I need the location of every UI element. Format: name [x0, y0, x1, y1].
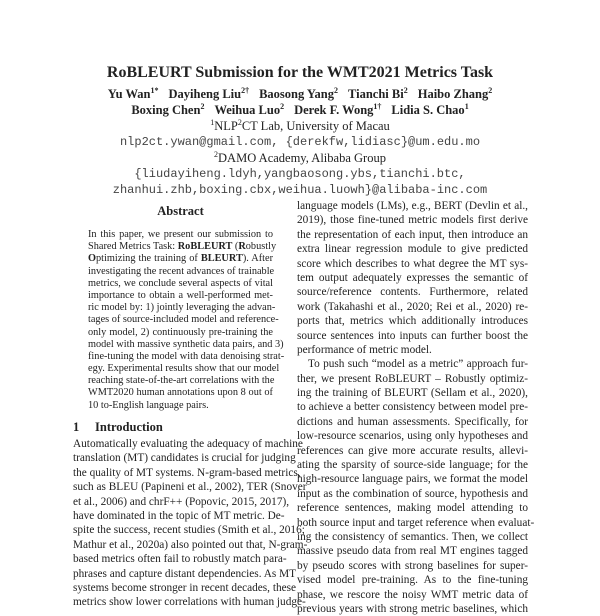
text-line: references can give more accurate results, allevi- [297, 444, 528, 457]
text-line: ating the sparsity of source-side language; for the [297, 459, 528, 472]
author-affiliation-marker: 2 [488, 86, 493, 95]
text-line: systems become stronger in recent decades, these [73, 581, 297, 594]
abstract-heading: Abstract [157, 204, 204, 218]
text-line: the representation of each input, then introduce an [297, 228, 528, 241]
text-line: have dominated in the topic of MT metric. De- [73, 509, 285, 522]
text-line [88, 375, 273, 387]
text-line: source/reference contents. Furthermore, related [297, 286, 528, 299]
affil-sup: 2 [237, 118, 242, 127]
affil-marker: 1 [210, 118, 215, 127]
text-line: vised model pre-training. As to the fine-tuning [297, 574, 528, 587]
text-line: by pseudo scores with strong baselines for super- [297, 559, 528, 572]
text-line: spite the success, recent studies (Smith et al., 2016; [73, 524, 305, 537]
text-line: ports that, metrics which additionally introduces [297, 315, 528, 328]
authors-line-1 [0, 86, 600, 102]
text-line [88, 400, 273, 412]
text-line: ing the consistency of semantics. Then, we collect [297, 530, 528, 543]
author-name: Tianchi Bi [348, 87, 404, 101]
text-segment: fine-tuning the model with data denoising strat- [88, 350, 285, 362]
introduction-body [73, 437, 308, 610]
text-line: dictions and human assessments. Specifically, for [297, 415, 528, 428]
text-line [88, 266, 273, 278]
author [418, 87, 493, 101]
text-line [88, 229, 273, 241]
text-line: 2019), those fine-tuned metric models first derive [297, 214, 528, 227]
author [391, 103, 468, 117]
text-segment: metrics, we conclude several aspects of vital [88, 277, 273, 289]
text-segment: WMT2020 human annotations upon 8 out of [88, 387, 273, 399]
section-title: Introduction [95, 420, 163, 434]
text-line: extra linear regression module to give predicted [297, 243, 528, 256]
text-line: score which describes to what degree the MT sys- [297, 257, 528, 270]
text-line [88, 278, 273, 290]
author [169, 87, 250, 101]
text-line [88, 241, 277, 253]
text-line [88, 314, 279, 326]
affil-name: NLP [214, 119, 238, 133]
bold-text: R [238, 241, 246, 253]
text-line: the quality of MT systems. N-gram-based metrics, [73, 466, 301, 479]
affil-marker: 2 [214, 150, 219, 159]
text-line [88, 302, 276, 314]
paper-title: RoBLEURT Submission for the WMT2021 Metrics Task [106, 64, 494, 81]
text-line: both source input and target reference when evaluat- [297, 516, 535, 529]
affiliation-2-emails-2: zhanhui.zhb,boxing.cbx,weihua.luowh}@alibaba-inc.com [112, 183, 488, 197]
text-line: Mathur et al., 2020a) also pointed out that, N-gram- [73, 538, 308, 551]
author-affiliation-marker: 2† [241, 86, 250, 95]
text-line: input as the combination of source, hypothesis and [297, 487, 528, 500]
author-affiliation-marker: 2 [334, 86, 339, 95]
author-name: Yu Wan [107, 87, 151, 101]
text-line: metrics show lower correlations with human judge- [73, 596, 306, 609]
author [259, 87, 338, 101]
text-line: performance of metric model. [297, 343, 432, 356]
author [131, 103, 204, 117]
author-name: Boxing Chen [131, 103, 201, 117]
text-line [88, 350, 285, 363]
text-segment: reaching state-of-the-art correlations with the [88, 375, 275, 387]
authors-line-2 [0, 102, 600, 118]
text-line: work (Takahashi et al., 2020; Rei et al., 2020) re- [297, 300, 528, 313]
text-line: ing the training of BLEURT (Sellam et al., 2020), [297, 387, 528, 400]
text-segment: 10 to-English language pairs. [88, 399, 209, 411]
author [348, 87, 408, 101]
text-segment: ). After [242, 253, 274, 265]
text-line [88, 253, 273, 265]
author-affiliation-marker: 1† [373, 102, 382, 111]
affiliation-1-emails: nlp2ct.ywan@gmail.com, {derekfw,lidiasc}@um.edu.mo [119, 135, 481, 149]
text-line: et al., 2006) and chrF++ (Popovic, 2015, 2017), [73, 495, 290, 508]
text-line: To push such “model as a metric” approach fur- [308, 358, 528, 371]
text-segment: ric model by: 1) jointly leveraging the advan- [88, 302, 276, 314]
text-segment: importance to obtain a well-performed met- [88, 289, 273, 301]
section-number: 1 [73, 420, 80, 434]
text-line: language models (LMs), e.g., BERT (Devlin et al., [297, 200, 528, 212]
author [294, 103, 381, 117]
author-affiliation-marker: 1* [150, 86, 159, 95]
author-name: Dayiheng Liu [168, 87, 242, 101]
bold-text: RoBLEURT [177, 241, 233, 253]
text-line: phase, we rescore the noisy WMT metric data of [297, 588, 528, 601]
text-line: tem output adequately expresses the semantic of [297, 271, 528, 284]
text-segment: only model, 2) continuously pre-training the [88, 326, 273, 338]
author-affiliation-marker: 2 [200, 102, 205, 111]
author-name: Derek F. Wong [294, 103, 374, 117]
text-line: high-resource language pairs, we format the model [297, 473, 528, 486]
text-line: reference sentences, making model attending to [297, 502, 528, 515]
text-line [88, 327, 273, 339]
text-segment: investigating the recent advances of trainable [88, 265, 275, 277]
text-line: phrases and capture distant dependencies. As MT [73, 567, 297, 580]
author-affiliation-marker: 2 [403, 86, 408, 95]
text-line: such as BLEU (Papineni et al., 2002), TER (Snover [73, 481, 307, 494]
text-line [88, 290, 273, 302]
text-segment: Shared Metrics Task: [88, 241, 178, 253]
affiliation-2 [0, 150, 600, 166]
text-line: low-resource scenarios, using only hypotheses and [297, 430, 528, 443]
author-name: Weihua Luo [214, 103, 281, 117]
text-line: based metrics often fail to robustly match para- [73, 553, 287, 566]
author [214, 103, 284, 117]
bold-text: O [88, 253, 97, 265]
author-affiliation-marker: 2 [280, 102, 285, 111]
text-line: source sentences into inputs can further boost the [297, 329, 528, 342]
text-segment: ( [232, 241, 239, 253]
text-line [88, 387, 273, 399]
text-line: to achieve a better consistency between model pre- [297, 401, 528, 414]
text-segment: tages of source-included model and reference- [88, 314, 279, 326]
text-segment: obustly [245, 241, 277, 253]
affiliation-1 [0, 118, 600, 134]
text-line [88, 338, 284, 351]
text-segment: model with massive synthetic data pairs, and 3) [88, 338, 284, 350]
text-segment: egy. Experimental results show that our model [88, 363, 280, 375]
author [108, 87, 159, 101]
author-name: Lidia S. Chao [391, 103, 465, 117]
affil-name: DAMO Academy, Alibaba Group [218, 151, 386, 165]
affiliation-2-emails-1: {liudayiheng.ldyh,yangbaosong.ybs,tianchi.btc, [134, 167, 466, 181]
affil-name-rest: CT Lab, University of Macau [241, 119, 390, 133]
author-affiliation-marker: 1 [464, 102, 469, 111]
text-line: Automatically evaluating the adequacy of machine [73, 438, 303, 450]
text-segment: In this paper, we present our submission to [88, 229, 273, 240]
abstract-body [88, 229, 285, 412]
text-segment: ptimizing the training of [96, 253, 201, 265]
text-line: translation (MT) candidates is crucial for judging [73, 452, 296, 465]
text-line: ther, we present RoBLEURT – Robustly optimiz- [297, 372, 528, 385]
text-line: massive pseudo data from real MT engines tagged [297, 545, 528, 558]
section-heading-introduction [73, 420, 163, 435]
author-name: Haibo Zhang [417, 87, 489, 101]
text-line [88, 363, 280, 375]
bold-text: BLEURT [200, 253, 243, 265]
author-name: Baosong Yang [259, 87, 335, 101]
text-line: previous years with strong metric baselines, which [297, 602, 528, 615]
right-column-body [297, 199, 535, 616]
